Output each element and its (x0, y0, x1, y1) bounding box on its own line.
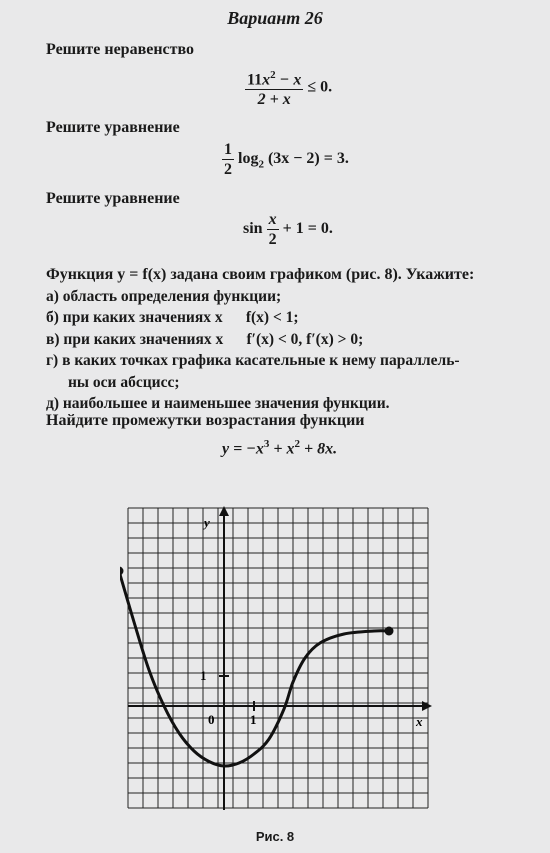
task4-item-a: а) область определения функции; (46, 287, 282, 305)
task3-fraction: $\frac{x}{2}$ (268, 211, 277, 248)
endpoint-dot (385, 627, 394, 636)
x-axis-label: x (416, 714, 423, 729)
task3-text: Решите уравнение (46, 190, 180, 207)
task4-item-d: д) наибольшее и наименьшее значения функции. (46, 395, 390, 412)
grid-lines (128, 508, 428, 808)
y-axis-label: y (204, 515, 210, 530)
task4-block (46, 264, 546, 415)
task5-formula: $y = -x^3 + x^2 + 8x$. (222, 438, 338, 458)
task5-text: Найдите промежутки возрастания функции (46, 412, 365, 429)
y-unit-label: 1 (200, 668, 207, 683)
endpoint-dot (120, 567, 124, 576)
task1-fraction: $\frac{11x^2 - x}{2 + x}$ (245, 66, 303, 109)
task3-equation: sin $\frac{x}{2}$ + 1 = 0. (243, 211, 333, 248)
function-graph (120, 500, 440, 820)
task1-inequality (245, 66, 332, 109)
task4-item-b: б) при каких значениях x f(x) < 1; (46, 309, 299, 326)
origin-label: 0 (208, 712, 215, 727)
variant-title: Вариант 26 (227, 8, 323, 28)
task1-text: Решите неравенство (46, 41, 195, 58)
task2-text: Решите уравнение (46, 119, 180, 136)
x-unit-label: 1 (250, 712, 257, 727)
task2-fraction: $\frac{1}{2}$ (224, 141, 232, 178)
task2-equation: $\frac{1}{2}$ $\log_2 (3x - 2) = 3$. (224, 141, 349, 178)
endpoints (120, 567, 394, 636)
function-curve (120, 571, 389, 766)
task4-item-g: г) в каких точках графика касательные к нему параллель- (46, 352, 460, 369)
task4-item-g-cont: ны оси абсцисс; (68, 373, 180, 391)
task1-relation: ≤ 0. (307, 78, 333, 96)
figure-caption: Рис. 8 (255, 829, 295, 844)
task4-item-v: в) при каких значениях x f′(x) < 0, f′(x) > 0; (46, 330, 364, 348)
task4-intro: Функция y = f(x) задана своим графиком (рис. 8). Укажите: (46, 266, 475, 283)
